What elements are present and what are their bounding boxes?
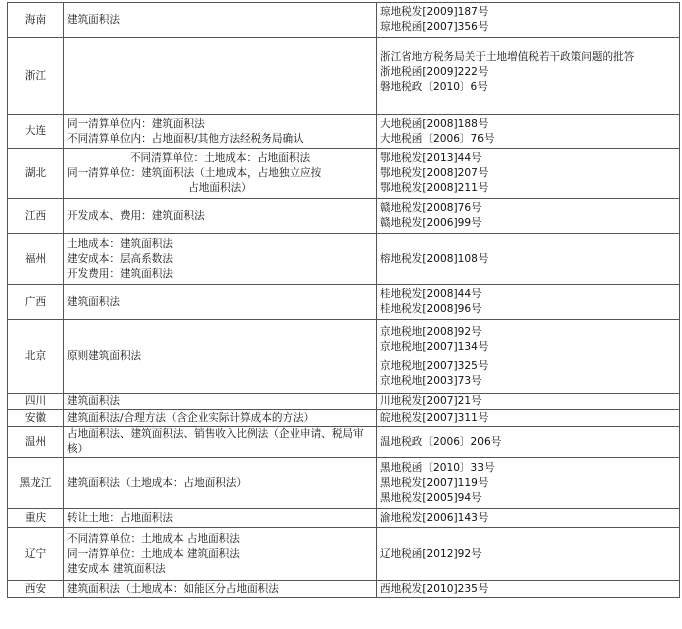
document-cell bbox=[377, 149, 680, 199]
document-number: 京地税地[2007]134号 bbox=[380, 340, 489, 353]
document-number: 赣地税发[2008]76号 bbox=[380, 202, 482, 214]
method-cell bbox=[64, 285, 377, 320]
table-row bbox=[8, 234, 680, 285]
table-row bbox=[8, 3, 680, 38]
document-cell bbox=[377, 410, 680, 427]
region-cell: 福州 bbox=[8, 234, 64, 285]
method-cell bbox=[64, 427, 377, 458]
document-cell bbox=[377, 234, 680, 285]
table-row bbox=[8, 458, 680, 509]
document-number: 桂地税发[2008]44号 bbox=[380, 288, 482, 300]
policy-table-sheet bbox=[7, 2, 679, 598]
region-cell: 温州 bbox=[8, 427, 64, 458]
document-number: 大地税函[2008]188号 bbox=[380, 117, 489, 130]
document-number: 川地税发[2007]21号 bbox=[380, 395, 482, 407]
document-cell bbox=[377, 458, 680, 509]
document-cell bbox=[377, 38, 680, 115]
method-line: 不同清算单位内：占地面积/其他方法经税务局确认 bbox=[67, 132, 304, 145]
region-cell: 海南 bbox=[8, 3, 64, 38]
region-cell: 北京 bbox=[8, 320, 64, 394]
document-number: 京地税地[2008]92号 bbox=[380, 325, 482, 338]
method-line: 不同清算单位：土地成本：占地面积法 bbox=[129, 152, 311, 164]
method-line: 同一清算单位：土地成本 建筑面积法 bbox=[67, 547, 240, 560]
method-line: 建筑面积法 bbox=[67, 295, 120, 308]
region-cell: 江西 bbox=[8, 199, 64, 234]
document-cell bbox=[377, 320, 680, 394]
method-line: 建筑面积法（土地成本：占地面积法） bbox=[67, 476, 248, 489]
method-line: 开发费用：建筑面积法 bbox=[67, 267, 173, 280]
table-row bbox=[8, 320, 680, 394]
table-row bbox=[8, 149, 680, 199]
document-number: 西地税发[2010]235号 bbox=[380, 582, 489, 595]
method-line: 占地面积法、建筑面积法、销售收入比例法（企业申请、税局审核） bbox=[67, 428, 364, 455]
region-cell: 西安 bbox=[8, 581, 64, 598]
document-cell bbox=[377, 427, 680, 458]
document-number: 琼地税函[2007]356号 bbox=[380, 21, 489, 33]
document-number: 温地税政〔2006〕206号 bbox=[380, 435, 502, 448]
method-line: 土地成本：建筑面积法 bbox=[67, 237, 173, 250]
method-line: 建安成本：层高系数法 bbox=[67, 252, 173, 265]
document-cell bbox=[377, 285, 680, 320]
table-row bbox=[8, 285, 680, 320]
method-line: 开发成本、费用：建筑面积法 bbox=[67, 209, 205, 222]
region-cell: 大连 bbox=[8, 115, 64, 149]
document-number: 大地税函〔2006〕76号 bbox=[380, 132, 495, 145]
document-number: 磐地税政〔2010〕6号 bbox=[380, 80, 488, 93]
region-cell: 湖北 bbox=[8, 149, 64, 199]
document-number: 榕地税发[2008]108号 bbox=[380, 252, 489, 265]
method-line: 不同清算单位：土地成本 占地面积法 bbox=[67, 532, 240, 545]
method-line: 同一清算单位内：建筑面积法 bbox=[67, 117, 205, 130]
document-cell bbox=[377, 115, 680, 149]
method-cell bbox=[64, 234, 377, 285]
table-row bbox=[8, 509, 680, 528]
document-number: 鄂地税发[2013]44号 bbox=[380, 152, 482, 164]
method-cell bbox=[64, 320, 377, 394]
document-number: 黑地税发[2007]119号 bbox=[380, 476, 489, 489]
method-cell bbox=[64, 38, 377, 115]
table-row bbox=[8, 199, 680, 234]
document-number: 鄂地税发[2008]207号 bbox=[380, 167, 489, 179]
region-cell: 安徽 bbox=[8, 410, 64, 427]
method-cell bbox=[64, 528, 377, 581]
region-cell: 辽宁 bbox=[8, 528, 64, 581]
method-line: 建安成本 建筑面积法 bbox=[67, 562, 166, 575]
document-cell bbox=[377, 3, 680, 38]
method-cell bbox=[64, 509, 377, 528]
document-number: 皖地税发[2007]311号 bbox=[380, 411, 489, 424]
document-number: 黑地税发[2005]94号 bbox=[380, 491, 482, 504]
document-number: 鄂地税发[2008]211号 bbox=[380, 182, 489, 194]
document-cell bbox=[377, 199, 680, 234]
document-cell bbox=[377, 581, 680, 598]
method-line: 原则建筑面积法 bbox=[67, 350, 142, 362]
table-row bbox=[8, 528, 680, 581]
region-cell: 广西 bbox=[8, 285, 64, 320]
method-line: 建筑面积法（土地成本：如能区分占地面积法 bbox=[67, 582, 279, 595]
method-cell bbox=[64, 149, 377, 199]
region-cell: 黑龙江 bbox=[8, 458, 64, 509]
table-row bbox=[8, 427, 680, 458]
method-cell bbox=[64, 115, 377, 149]
method-cell bbox=[64, 410, 377, 427]
table-row bbox=[8, 38, 680, 115]
table-row bbox=[8, 410, 680, 427]
document-cell bbox=[377, 394, 680, 410]
table-row bbox=[8, 115, 680, 149]
document-number: 渝地税发[2006]143号 bbox=[380, 511, 489, 524]
method-line: 同一清算单位：建筑面积法（土地成本，占地独立应按 bbox=[67, 167, 322, 179]
method-cell bbox=[64, 581, 377, 598]
table-row bbox=[8, 581, 680, 598]
method-line: 建筑面积法/合理方法（含企业实际计算成本的方法） bbox=[67, 411, 315, 424]
policy-table-body bbox=[8, 3, 680, 598]
region-cell: 四川 bbox=[8, 394, 64, 410]
document-number: 赣地税发[2006]99号 bbox=[380, 217, 482, 229]
document-cell bbox=[377, 528, 680, 581]
method-cell bbox=[64, 394, 377, 410]
document-number: 辽地税函[2012]92号 bbox=[380, 547, 482, 560]
method-cell bbox=[64, 458, 377, 509]
document-number: 京地税地[2007]325号 bbox=[380, 359, 489, 372]
document-cell bbox=[377, 509, 680, 528]
document-number: 浙江省地方税务局关于土地增值税若干政策问题的批答 bbox=[380, 50, 635, 63]
document-number: 桂地税发[2008]96号 bbox=[380, 303, 482, 315]
document-number: 京地税地[2003]73号 bbox=[380, 374, 482, 387]
method-line: 建筑面积法 bbox=[67, 395, 120, 407]
method-cell bbox=[64, 199, 377, 234]
method-line: 占地面积法） bbox=[188, 182, 252, 194]
method-cell bbox=[64, 3, 377, 38]
table-row bbox=[8, 394, 680, 410]
document-number: 浙地税函[2009]222号 bbox=[380, 65, 489, 78]
document-number: 琼地税发[2009]187号 bbox=[380, 6, 489, 18]
policy-table bbox=[7, 2, 680, 598]
region-cell: 浙江 bbox=[8, 38, 64, 115]
method-line: 建筑面积法 bbox=[67, 13, 120, 26]
region-cell: 重庆 bbox=[8, 509, 64, 528]
document-number: 黑地税函〔2010〕33号 bbox=[380, 461, 495, 474]
method-line: 转让土地：占地面积法 bbox=[67, 511, 173, 524]
